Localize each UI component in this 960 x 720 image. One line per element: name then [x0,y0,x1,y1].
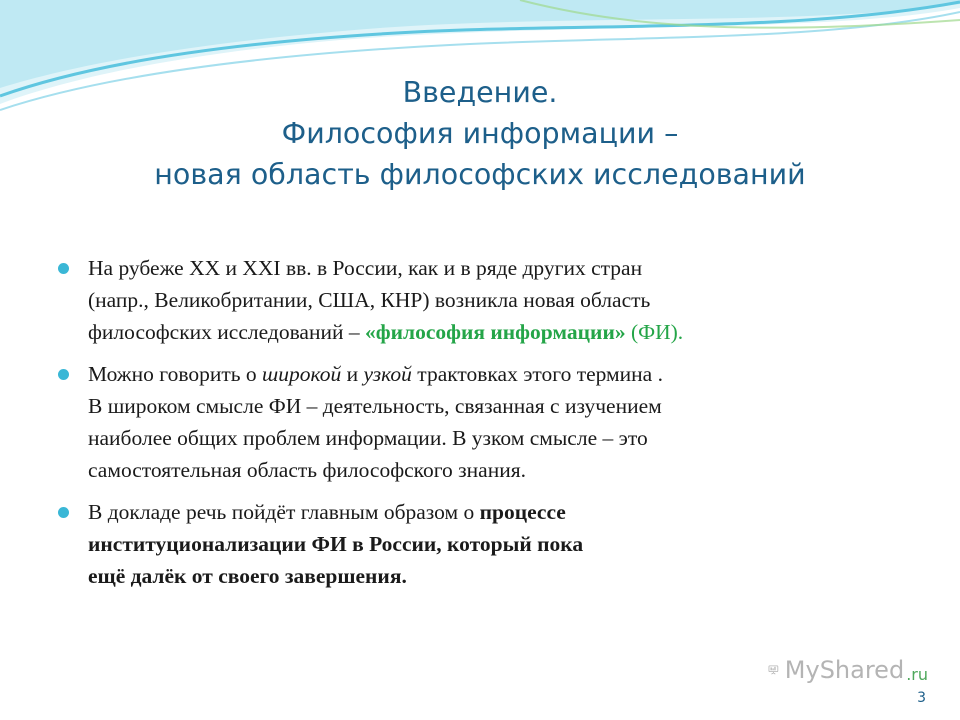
bullet-1-line-2: (напр., Великобритании, США, КНР) возникла новая область [88,288,651,312]
bullet-2-line-3: наиболее общих проблем информации. В узком смысле – это [88,426,648,450]
title-line-2: Философия информации – [281,117,679,150]
bullet-2-line-4: самостоятельная область философского знания. [88,458,526,482]
bullet-3-text: В докладе речь пойдёт главным образом о [88,500,480,524]
title-line-1: Введение. [402,76,558,109]
brand-name: MyShared [784,656,905,684]
bullet-item-2 [58,358,898,486]
highlight-abbr: (ФИ). [625,320,684,344]
bullet-list [58,252,898,602]
bullet-1-line-1: На рубеже XX и XXI вв. в России, как и в ряде других стран [88,256,643,280]
italic-term-broad: широкой [262,362,342,386]
title-line-3: новая область философских исследований [154,158,806,191]
bullet-2-line-1 [88,358,898,390]
italic-term-narrow: узкой [363,362,412,386]
bullet-3-line-3: ещё далёк от своего завершения. [88,564,407,588]
bullet-item-3 [58,496,898,592]
bullet-2-text: и [341,362,364,386]
bullet-dot [58,263,69,274]
bold-phrase: процессе [479,500,566,524]
highlight-term: «философия информации» [365,320,626,344]
bullet-3-line-1 [88,496,898,528]
bullet-2-text: Можно говорить о [88,362,263,386]
slide-title [80,72,880,195]
bullet-3-line-2: институционализации ФИ в России, который пока [88,532,584,556]
bullet-1-line-3 [88,316,898,348]
brand-suffix: .ru [906,664,928,684]
myshared-watermark [768,653,928,687]
bullet-item-1 [58,252,898,348]
page-number: 3 [917,690,926,706]
presentation-board-icon [768,655,779,685]
bullet-dot [58,369,69,380]
bullet-1-text: философских исследований – [88,320,365,344]
bullet-2-text: трактовках этого термина . [411,362,663,386]
bullet-2-line-2: В широком смысле ФИ – деятельность, связанная с изучением [88,394,662,418]
bullet-dot [58,507,69,518]
